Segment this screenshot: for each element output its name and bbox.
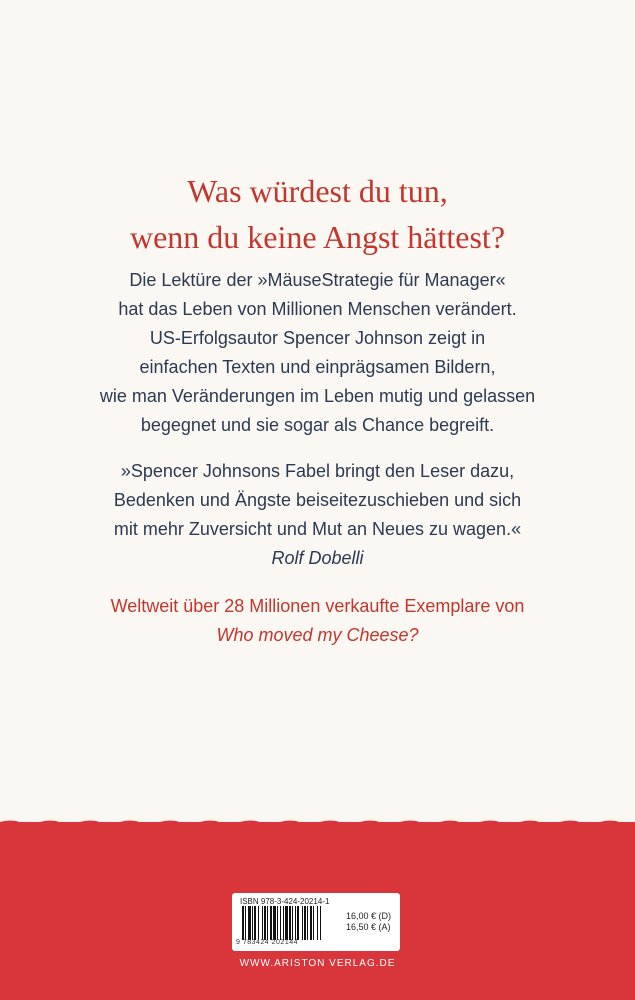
quote-paragraph (0, 457, 635, 573)
sales-line: Weltweit über 28 Millionen verkaufte Exemplare von (110, 596, 525, 616)
quote-line: »Spencer Johnsons Fabel bringt den Leser dazu, (120, 461, 515, 481)
description-line: einfachen Texten und einprägsamen Bildern, (139, 357, 496, 377)
description-line: Die Lektüre der »MäuseStrategie für Manager« (129, 270, 506, 290)
barcode-digits: 9 783424 202144 (236, 939, 298, 946)
description-line: begegnet und sie sogar als Chance begreift. (140, 415, 495, 435)
description-line: wie man Veränderungen im Leben mutig und gelassen (99, 386, 536, 406)
barcode-label (232, 893, 400, 951)
torn-edge (0, 817, 635, 827)
sales-paragraph (0, 592, 635, 650)
publisher-url: WWW.ARISTON VERLAG.DE (239, 958, 396, 969)
original-title: Who moved my Cheese? (216, 625, 419, 645)
description-paragraph (0, 266, 635, 440)
headline-line-1: Was würdest du tun, (187, 173, 448, 209)
headline-line-2: wenn du keine Angst hättest? (129, 219, 506, 255)
description-line: hat das Leben von Millionen Menschen verändert. (118, 299, 517, 319)
isbn-text: ISBN 978-3-424-20214-1 (240, 897, 330, 906)
quote-line: mit mehr Zuversicht und Mut an Neues zu wagen.« (113, 519, 522, 539)
quote-line: Bedenken und Ängste beiseitezuschieben und sich (113, 490, 522, 510)
price-at: 16,50 € (A) (346, 922, 391, 932)
barcode-icon (242, 906, 342, 940)
price-block (346, 911, 391, 933)
quote-author: Rolf Dobelli (271, 548, 364, 568)
description-line: US-Erfolgsautor Spencer Johnson zeigt in (149, 328, 486, 348)
price-de: 16,00 € (D) (346, 911, 392, 921)
